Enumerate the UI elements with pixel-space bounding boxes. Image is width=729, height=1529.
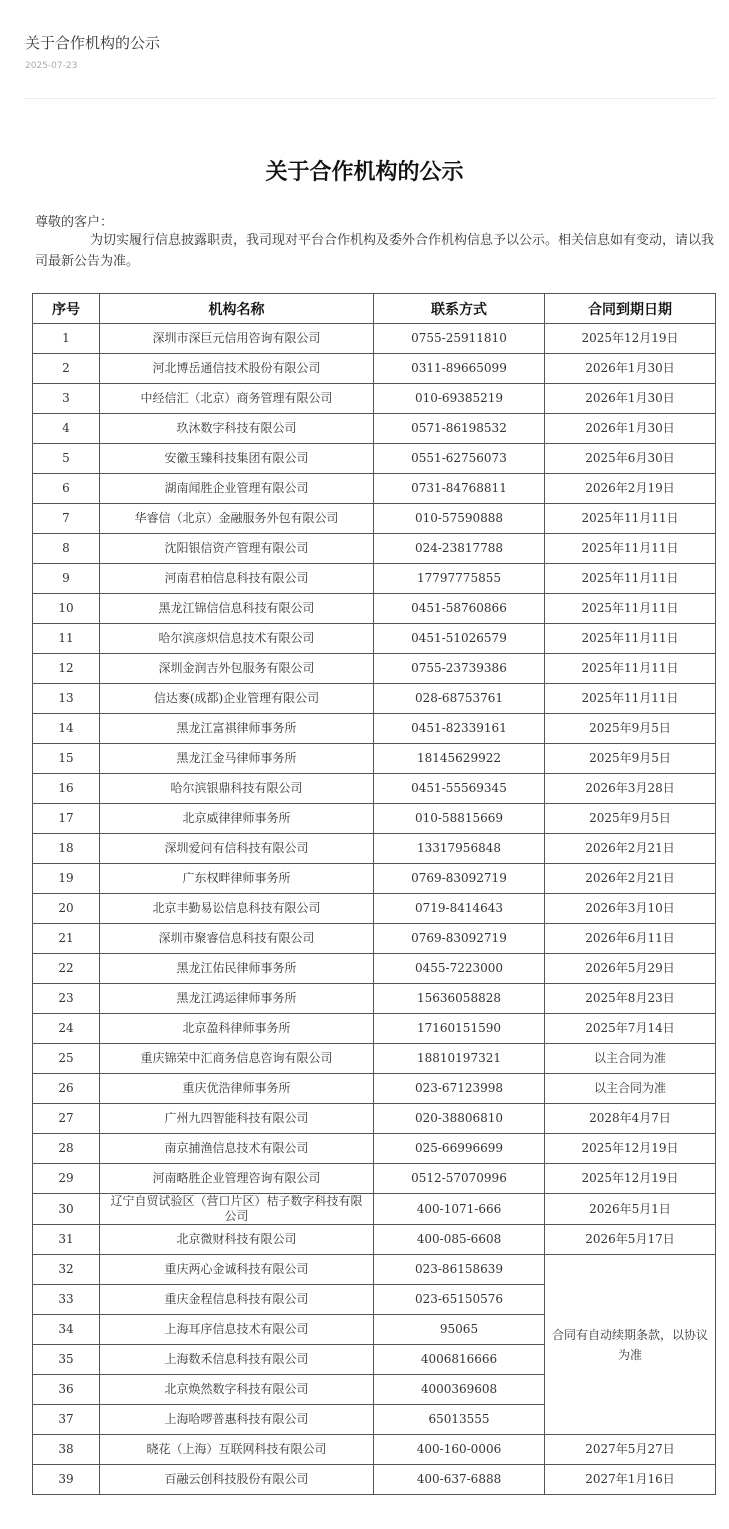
cell-expiry: 以主合同为准	[545, 1074, 716, 1104]
cell-expiry: 2025年11月11日	[545, 684, 716, 714]
cell-no: 2	[33, 354, 100, 384]
cell-expiry: 2025年12月19日	[545, 1134, 716, 1164]
table-row	[33, 1164, 716, 1194]
cell-no: 15	[33, 744, 100, 774]
table-row	[33, 414, 716, 444]
cell-expiry: 2025年11月11日	[545, 624, 716, 654]
cell-name: 深圳市深巨元信用咨询有限公司	[100, 324, 374, 354]
table-row	[33, 444, 716, 474]
cell-name: 重庆锦荣中汇商务信息咨询有限公司	[100, 1044, 374, 1074]
cell-expiry: 2025年12月19日	[545, 324, 716, 354]
cell-contact: 4000369608	[374, 1375, 545, 1405]
cell-expiry: 2026年2月21日	[545, 834, 716, 864]
cell-name: 晓花（上海）互联网科技有限公司	[100, 1435, 374, 1465]
cell-name: 广州九四智能科技有限公司	[100, 1104, 374, 1134]
table-row	[33, 504, 716, 534]
cell-name: 上海耳序信息技术有限公司	[100, 1315, 374, 1345]
table-row	[33, 864, 716, 894]
cell-expiry: 2026年3月10日	[545, 894, 716, 924]
cell-contact: 400-160-0006	[374, 1435, 545, 1465]
cell-contact: 023-65150576	[374, 1285, 545, 1315]
cell-expiry: 2025年9月5日	[545, 744, 716, 774]
cell-no: 25	[33, 1044, 100, 1074]
intro-paragraph: 为切实履行信息披露职责，我司现对平台合作机构及委外合作机构信息予以公示。相关信息如有变动，请以我司最新公告为准。	[35, 233, 715, 269]
cell-no: 24	[33, 1014, 100, 1044]
table-row	[33, 534, 716, 564]
cell-contact: 18145629922	[374, 744, 545, 774]
table-row	[33, 624, 716, 654]
table-row	[33, 1194, 716, 1225]
table-header-row	[33, 294, 716, 324]
cell-name: 上海哈啰普惠科技有限公司	[100, 1405, 374, 1435]
table-row	[33, 1435, 716, 1465]
table-row	[33, 1104, 716, 1134]
cell-name: 沈阳银信资产管理有限公司	[100, 534, 374, 564]
cell-no: 29	[33, 1164, 100, 1194]
cell-contact: 4006816666	[374, 1345, 545, 1375]
cell-contact: 15636058828	[374, 984, 545, 1014]
cell-no: 18	[33, 834, 100, 864]
table-row	[33, 954, 716, 984]
cell-no: 33	[33, 1285, 100, 1315]
page-title: 关于合作机构的公示	[25, 34, 161, 52]
cell-contact: 0769-83092719	[374, 864, 545, 894]
cell-contact: 0451-51026579	[374, 624, 545, 654]
cell-expiry: 2028年4月7日	[545, 1104, 716, 1134]
cell-name: 安徽玉臻科技集团有限公司	[100, 444, 374, 474]
cell-contact: 010-57590888	[374, 504, 545, 534]
cell-no: 9	[33, 564, 100, 594]
table-row	[33, 774, 716, 804]
cell-name: 上海数禾信息科技有限公司	[100, 1345, 374, 1375]
table-row	[33, 654, 716, 684]
cell-no: 37	[33, 1405, 100, 1435]
cell-contact: 0311-89665099	[374, 354, 545, 384]
cell-no: 21	[33, 924, 100, 954]
table-row	[33, 1014, 716, 1044]
header-expiry: 合同到期日期	[545, 294, 716, 324]
cell-contact: 400-085-6608	[374, 1225, 545, 1255]
cell-expiry: 2026年1月30日	[545, 354, 716, 384]
cell-contact: 0551-62756073	[374, 444, 545, 474]
table-row	[33, 684, 716, 714]
cell-no: 27	[33, 1104, 100, 1134]
cell-name: 黑龙江佑民律师事务所	[100, 954, 374, 984]
cell-expiry: 2025年12月19日	[545, 1164, 716, 1194]
cell-no: 34	[33, 1315, 100, 1345]
cell-expiry: 2025年9月5日	[545, 804, 716, 834]
cell-contact: 0731-84768811	[374, 474, 545, 504]
cell-name: 深圳爱问有信科技有限公司	[100, 834, 374, 864]
table-row	[33, 324, 716, 354]
cell-name: 北京威律律师事务所	[100, 804, 374, 834]
cell-no: 10	[33, 594, 100, 624]
header-name: 机构名称	[100, 294, 374, 324]
cell-expiry: 2026年6月11日	[545, 924, 716, 954]
cell-expiry: 2026年3月28日	[545, 774, 716, 804]
cell-contact: 0755-25911810	[374, 324, 545, 354]
publish-date: 2025-07-23	[25, 61, 78, 71]
cell-expiry: 2025年9月5日	[545, 714, 716, 744]
cell-name: 中经信汇（北京）商务管理有限公司	[100, 384, 374, 414]
cell-name: 百融云创科技股份有限公司	[100, 1465, 374, 1495]
cell-name: 重庆两心金诚科技有限公司	[100, 1255, 374, 1285]
cell-no: 20	[33, 894, 100, 924]
cell-expiry: 2026年5月17日	[545, 1225, 716, 1255]
cell-name: 重庆优浩律师事务所	[100, 1074, 374, 1104]
cell-no: 11	[33, 624, 100, 654]
cell-contact: 400-1071-666	[374, 1194, 545, 1225]
cell-no: 8	[33, 534, 100, 564]
cell-name: 黑龙江鸿运律师事务所	[100, 984, 374, 1014]
cell-no: 30	[33, 1194, 100, 1225]
cell-contact: 17797775855	[374, 564, 545, 594]
cell-no: 23	[33, 984, 100, 1014]
cell-contact: 020-38806810	[374, 1104, 545, 1134]
table-row	[33, 594, 716, 624]
cell-contact: 0451-58760866	[374, 594, 545, 624]
cell-expiry: 2025年11月11日	[545, 534, 716, 564]
table-row	[33, 1074, 716, 1104]
greeting: 尊敬的客户：	[35, 215, 114, 230]
table-row	[33, 834, 716, 864]
table-row	[33, 564, 716, 594]
cell-contact: 025-66996699	[374, 1134, 545, 1164]
table-row	[33, 1044, 716, 1074]
cell-no: 19	[33, 864, 100, 894]
table-row	[33, 1255, 716, 1285]
cell-contact: 95065	[374, 1315, 545, 1345]
cell-name: 信达麥(成都)企业管理有限公司	[100, 684, 374, 714]
table-row	[33, 744, 716, 774]
cell-expiry: 2026年1月30日	[545, 384, 716, 414]
cell-no: 22	[33, 954, 100, 984]
cell-name: 辽宁自贸试验区（营口片区）桔子数字科技有限公司	[100, 1194, 374, 1225]
cell-contact: 13317956848	[374, 834, 545, 864]
cell-contact: 17160151590	[374, 1014, 545, 1044]
header-contact: 联系方式	[374, 294, 545, 324]
cell-expiry: 2025年11月11日	[545, 564, 716, 594]
table-row	[33, 474, 716, 504]
cell-name: 北京微财科技有限公司	[100, 1225, 374, 1255]
cell-expiry: 2025年8月23日	[545, 984, 716, 1014]
cell-expiry: 2025年11月11日	[545, 594, 716, 624]
cell-contact: 18810197321	[374, 1044, 545, 1074]
cell-contact: 010-58815669	[374, 804, 545, 834]
cell-expiry: 2027年1月16日	[545, 1465, 716, 1495]
cell-contact: 65013555	[374, 1405, 545, 1435]
cell-contact: 0571-86198532	[374, 414, 545, 444]
cell-no: 16	[33, 774, 100, 804]
cell-no: 32	[33, 1255, 100, 1285]
cell-name: 深圳金润吉外包服务有限公司	[100, 654, 374, 684]
cell-no: 5	[33, 444, 100, 474]
cell-no: 28	[33, 1134, 100, 1164]
cell-expiry: 2026年2月19日	[545, 474, 716, 504]
cell-contact: 0769-83092719	[374, 924, 545, 954]
table-row	[33, 804, 716, 834]
cell-name: 南京捕渔信息技术有限公司	[100, 1134, 374, 1164]
table-row	[33, 1465, 716, 1495]
cell-contact: 0755-23739386	[374, 654, 545, 684]
cell-expiry: 2027年5月27日	[545, 1435, 716, 1465]
cell-contact: 023-86158639	[374, 1255, 545, 1285]
cell-name: 华睿信（北京）金融服务外包有限公司	[100, 504, 374, 534]
table-row	[33, 354, 716, 384]
cell-contact: 0719-8414643	[374, 894, 545, 924]
header-no: 序号	[33, 294, 100, 324]
cell-expiry-merged: 合同有自动续期条款，以协议为准	[545, 1255, 716, 1435]
cell-expiry: 以主合同为准	[545, 1044, 716, 1074]
cell-no: 13	[33, 684, 100, 714]
cell-name: 河北博岳通信技术股份有限公司	[100, 354, 374, 384]
cell-contact: 023-67123998	[374, 1074, 545, 1104]
cell-name: 湖南闻胜企业管理有限公司	[100, 474, 374, 504]
page-header	[25, 0, 715, 99]
table-row	[33, 1225, 716, 1255]
cell-expiry: 2025年6月30日	[545, 444, 716, 474]
cell-contact: 0451-82339161	[374, 714, 545, 744]
table-row	[33, 924, 716, 954]
cell-no: 6	[33, 474, 100, 504]
cell-no: 38	[33, 1435, 100, 1465]
cell-contact: 010-69385219	[374, 384, 545, 414]
cell-expiry: 2026年5月1日	[545, 1194, 716, 1225]
cell-name: 重庆金程信息科技有限公司	[100, 1285, 374, 1315]
cell-name: 广东权畔律师事务所	[100, 864, 374, 894]
table-row	[33, 714, 716, 744]
table-row	[33, 894, 716, 924]
cell-no: 36	[33, 1375, 100, 1405]
cell-expiry: 2025年11月11日	[545, 654, 716, 684]
cell-no: 4	[33, 414, 100, 444]
table-row	[33, 384, 716, 414]
cell-contact: 0512-57070996	[374, 1164, 545, 1194]
cell-no: 17	[33, 804, 100, 834]
cell-no: 1	[33, 324, 100, 354]
cell-expiry: 2026年1月30日	[545, 414, 716, 444]
cell-contact: 028-68753761	[374, 684, 545, 714]
cell-name: 黑龙江富祺律师事务所	[100, 714, 374, 744]
cell-expiry: 2026年5月29日	[545, 954, 716, 984]
cell-name: 哈尔滨银鼎科技有限公司	[100, 774, 374, 804]
cell-no: 26	[33, 1074, 100, 1104]
cell-no: 14	[33, 714, 100, 744]
cell-expiry: 2026年2月21日	[545, 864, 716, 894]
cell-no: 39	[33, 1465, 100, 1495]
cell-contact: 400-637-6888	[374, 1465, 545, 1495]
cell-no: 7	[33, 504, 100, 534]
cell-no: 31	[33, 1225, 100, 1255]
cell-name: 北京丰勤易讼信息科技有限公司	[100, 894, 374, 924]
cell-name: 黑龙江锦信信息科技有限公司	[100, 594, 374, 624]
cell-no: 12	[33, 654, 100, 684]
cell-contact: 024-23817788	[374, 534, 545, 564]
cell-name: 北京盈科律师事务所	[100, 1014, 374, 1044]
table-row	[33, 1134, 716, 1164]
cell-expiry: 2025年11月11日	[545, 504, 716, 534]
cell-no: 35	[33, 1345, 100, 1375]
cell-contact: 0451-55569345	[374, 774, 545, 804]
cell-name: 哈尔滨彦炽信息技术有限公司	[100, 624, 374, 654]
cell-name: 河南君柏信息科技有限公司	[100, 564, 374, 594]
cell-name: 黑龙江金马律师事务所	[100, 744, 374, 774]
table-body	[33, 324, 716, 1495]
cell-contact: 0455-7223000	[374, 954, 545, 984]
cell-name: 北京焕然数字科技有限公司	[100, 1375, 374, 1405]
cell-name: 深圳市聚睿信息科技有限公司	[100, 924, 374, 954]
document-title: 关于合作机构的公示	[265, 160, 464, 185]
cell-no: 3	[33, 384, 100, 414]
table-row	[33, 984, 716, 1014]
cell-name: 玖沐数字科技有限公司	[100, 414, 374, 444]
partner-table	[32, 293, 716, 1495]
cell-name: 河南略胜企业管理咨询有限公司	[100, 1164, 374, 1194]
cell-expiry: 2025年7月14日	[545, 1014, 716, 1044]
